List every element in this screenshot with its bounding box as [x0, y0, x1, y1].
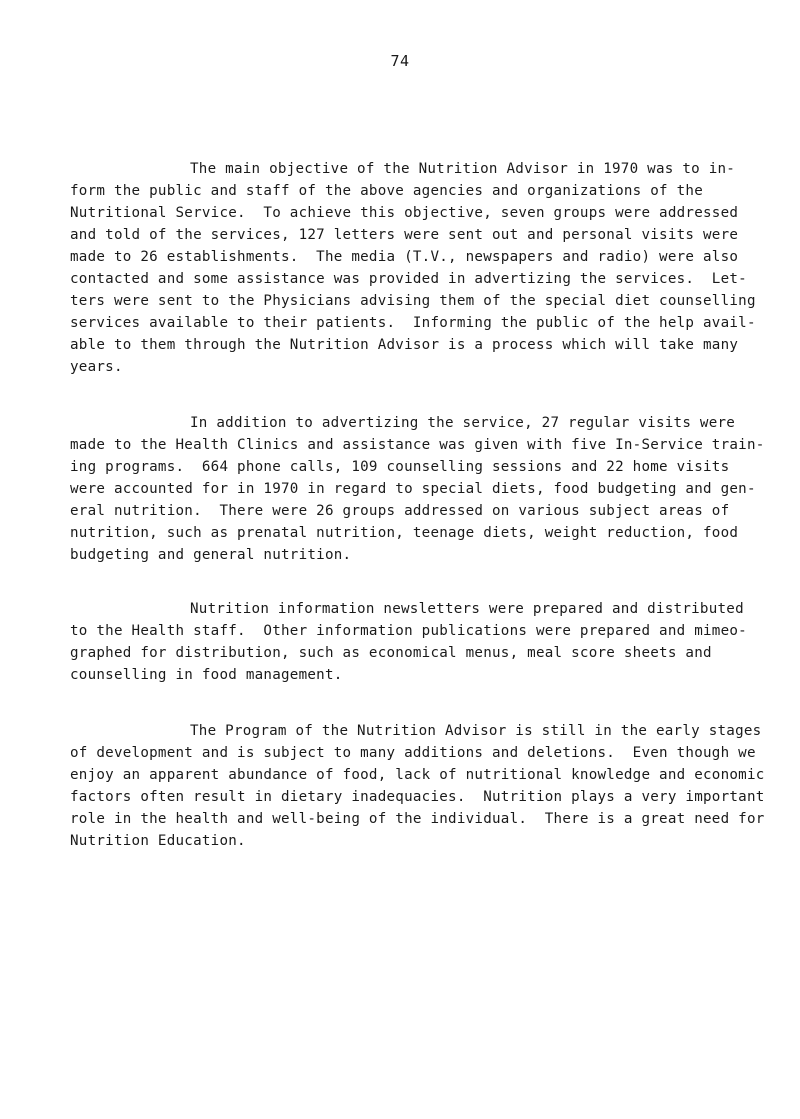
text-line: Nutrition information newsletters were prepared and distributed	[190, 601, 744, 617]
text-line: budgeting and general nutrition.	[70, 547, 352, 563]
text-line: enjoy an apparent abundance of food, lack of nutritional knowledge and economic	[70, 767, 765, 783]
text-line: were accounted for in 1970 in regard to special diets, food budgeting and gen-	[70, 481, 756, 497]
text-line: counselling in food management.	[70, 667, 343, 683]
text-line: In addition to advertizing the service, 27 regular visits were	[190, 415, 736, 431]
text-line: able to them through the Nutrition Advisor is a process which will take many	[70, 337, 739, 353]
text-line: nutrition, such as prenatal nutrition, teenage diets, weight reduction, food	[70, 525, 739, 541]
text-line: eral nutrition. There were 26 groups addressed on various subject areas of	[70, 503, 730, 519]
text-line: years.	[70, 359, 123, 375]
text-line: of development and is subject to many additions and deletions. Even though we	[70, 745, 756, 761]
text-line: graphed for distribution, such as economical menus, meal score sheets and	[70, 645, 712, 661]
text-line: role in the health and well-being of the individual. There is a great need for	[70, 811, 765, 827]
text-line: factors often result in dietary inadequacies. Nutrition plays a very important	[70, 789, 765, 805]
text-line: ing programs. 664 phone calls, 109 counselling sessions and 22 home visits	[70, 459, 730, 475]
text-line: and told of the services, 127 letters were sent out and personal visits were	[70, 227, 739, 243]
text-line: services available to their patients. Informing the public of the help avail-	[70, 315, 756, 331]
text-line: The Program of the Nutrition Advisor is still in the early stages	[190, 723, 762, 739]
text-line: made to the Health Clinics and assistance was given with five In-Service train-	[70, 437, 765, 453]
text-line: ters were sent to the Physicians advising them of the special diet counselling	[70, 293, 756, 309]
text-line: contacted and some assistance was provided in advertizing the services. Let-	[70, 271, 747, 287]
text-line: Nutritional Service. To achieve this objective, seven groups were addressed	[70, 205, 739, 221]
text-line: form the public and staff of the above agencies and organizations of the	[70, 183, 703, 199]
page-number: 74	[390, 52, 410, 70]
text-line: made to 26 establishments. The media (T.V., newspapers and radio) were also	[70, 249, 739, 265]
text-line: Nutrition Education.	[70, 833, 246, 849]
text-line: to the Health staff. Other information publications were prepared and mimeo-	[70, 623, 747, 639]
text-line: The main objective of the Nutrition Advisor in 1970 was to in-	[190, 161, 736, 177]
